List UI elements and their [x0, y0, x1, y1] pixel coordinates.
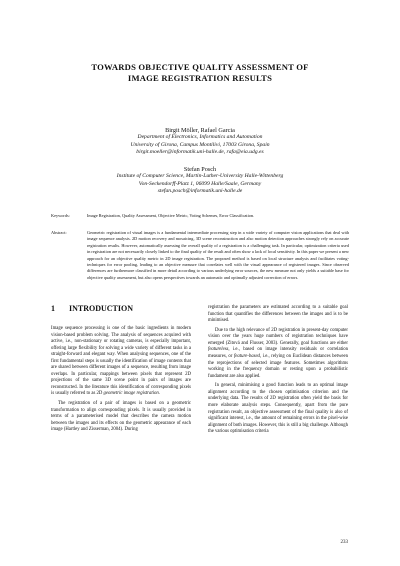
- author-names: Birgit Möller, Rafael Garcia: [165, 127, 235, 134]
- right-column: [208, 305, 348, 439]
- keywords-text: Image Registration, Quality Assessment, Objective Metric, Voting Schemes, Error Classification.: [87, 213, 255, 218]
- paragraph: In general, minimising a good function leads to an optimal image alignment according to the chosen optimisation criterion and the underlying data. The results of 2D registration often yield the basis for more elaborate analysis steps. Consequently, apart from the pure registration result, an objective assessment of the final quality is also of significant interest, i.e., the amount of remaining errors in the pixel-wise alignment of both images. However, this is still a big challenge. Although the various optimisation criteria: [208, 383, 348, 435]
- keywords-row: [51, 213, 349, 219]
- emphasis-text: featureless: [208, 347, 229, 353]
- section-title: INTRODUCTION: [69, 304, 134, 313]
- section-heading: [51, 304, 191, 314]
- author-email: birgit.moeller@informatik.uni-halle.de, rafa@eia.udg.es: [136, 149, 264, 156]
- paragraph-text: Due to the high relevance of 2D registration in present-day computer vision over the years huge numbers of registration techniques have emerged (Zitová and Flusser, 2003). Generally, goal functions are either: [208, 327, 348, 346]
- page-number: 233: [340, 540, 348, 545]
- author-block-2: [0, 166, 400, 196]
- author-address: University of Girona, Campus Montilivi, 17003 Girona, Spain: [130, 141, 270, 148]
- author-email: stefan.posch@informatik.uni-halle.de: [157, 188, 243, 195]
- author-block-1: [0, 127, 400, 157]
- left-column: [51, 304, 191, 437]
- paragraph: The registration of a pair of images is based on a geometric transformation to align corresponding pixels. It is usually provided in terms of a parameterised model that describes the camera motion between the images and its effects on the geometric appearance of each image (Hartley and Zisserman, 2004). During: [51, 401, 191, 433]
- author-address: Von-Seckendorff-Platz 1, 06099 Halle/Saale, Germany: [138, 180, 262, 187]
- author-affiliation: Department of Electronics, Informatics and Automation: [137, 134, 263, 141]
- keywords-label: Keywords:: [51, 213, 70, 218]
- paragraph: [51, 326, 191, 398]
- abstract-text: Geometric registration of visual images is a fundamental intermediate processing step in a wide variety of computer vision applications that deal with image sequence analysis. 2D motion recovery and mosaicing, 3D scene reconstruction and also motion detection approaches strongly rely on accurate registration results. However, automatically assessing the overall quality of a registration is a challenging task. In particular, optimization criteria used in registration are not necessarily closely linked to the final quality of the result and often show a lack of local sensitivity. In this paper we present a new approach for an objective quality metric in 2D image registration. The proposed method is based on local structure analysis and facilitates voting-techniques for error pooling, leading to an objective measure that correlates well with the visual appearance of registered images. Since observed differences are furthermore classified in more detail according to various underlying error sources, the new measure not only yields a suitable base for objective quality assessment, but also opens perspectives towards an automatic and optimally adjusted correction of errors.: [87, 230, 349, 280]
- paragraph-text: , i.e., based on image intensity residuals or correlation measures, or: [208, 347, 348, 360]
- paragraph-text: Image sequence processing is one of the basic ingredients in modern vision-based problem solving. The analysis of sequences acquired with active, i.e., non-stationary or rotating cameras, is especially important, offering large flexibility for solving a wide variety of different tasks in a straight-forward and elegant way. When analysing sequences, one of the first fundamental steps is usually the identification of image contents that are shared between different images of a sequence, resulting from image overlaps. In particular, mappings between pixels that represent 2D projections of the same 3D scene point in pairs of images are reconstructed. In the literature this identification of corresponding pixels is usually referred to as 2D: [51, 326, 191, 397]
- paragraph: [208, 328, 348, 380]
- section-number: 1: [51, 304, 55, 313]
- paper-title: [0, 62, 400, 84]
- paragraph-text: , i.e., relying on Euclidean distances between the reprojections of selected image features. Sometimes algorithms working in the frequency domain or resting upon a probabilistic fundament are also applied.: [208, 354, 349, 379]
- emphasis-text: geometric image registration.: [103, 391, 160, 397]
- emphasis-text: feature-based: [233, 354, 260, 360]
- title-line-1: TOWARDS OBJECTIVE QUALITY ASSESSMENT OF: [91, 62, 309, 72]
- abstract-label: Abstract:: [51, 230, 67, 235]
- paragraph: registration the parameters are estimated according to a suitable goal function that quantifies the differences between the images and is to be minimised.: [208, 305, 348, 324]
- abstract-row: [51, 230, 349, 281]
- author-names: Stefan Posch: [183, 166, 217, 173]
- author-affiliation: Institute of Computer Science, Martin-Luther-University Halle-Wittenberg: [116, 173, 284, 180]
- title-line-2: IMAGE REGISTRATION RESULTS: [127, 73, 273, 83]
